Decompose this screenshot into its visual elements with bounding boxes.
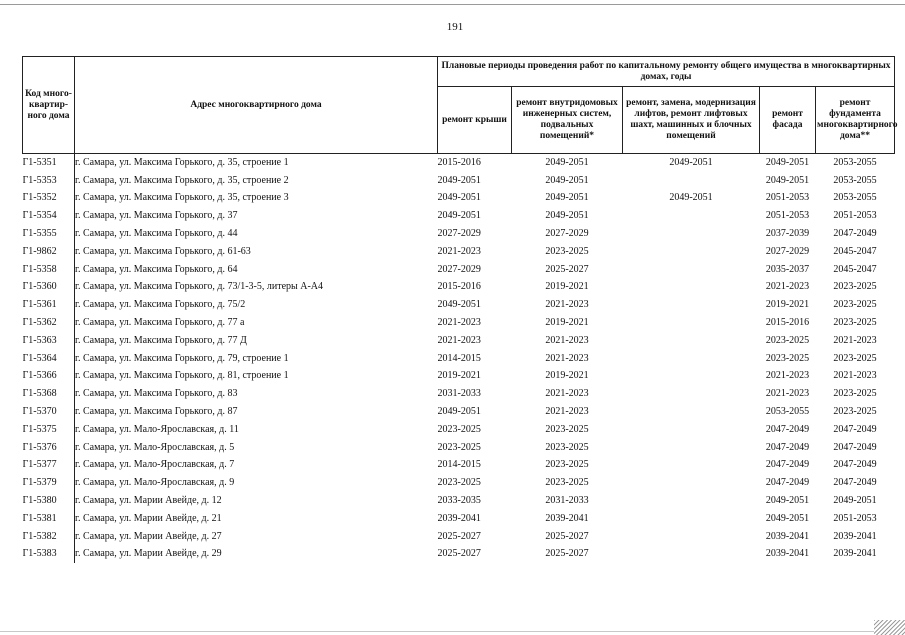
table-row	[23, 439, 895, 457]
cell-code: Г1-5355	[23, 225, 75, 243]
cell-foundation-period: 2053-2055	[833, 192, 877, 204]
table-row	[23, 528, 895, 546]
cell-elevators-period	[623, 207, 760, 225]
cell-roof-period: 2023-2025	[437, 441, 481, 453]
cell-roof-period: 2027-2029	[437, 228, 481, 240]
cell-facade-period: 2019-2021	[765, 299, 810, 311]
cell-address: г. Самара, ул. Максима Горького, д. 35, строение 2	[75, 174, 289, 186]
cell-engineering-period: 2023-2025	[545, 459, 589, 471]
header-planned-periods: Плановые периоды проведения работ по капитальному ремонту общего имущества в многоквартирных домах, годы	[438, 57, 895, 87]
cell-code: Г1-5366	[23, 368, 75, 386]
cell-engineering-period: 2023-2025	[545, 245, 589, 257]
cell-engineering-period: 2021-2023	[545, 334, 589, 346]
cell-foundation-period: 2039-2041	[833, 548, 877, 560]
cell-elevators-period	[623, 243, 760, 261]
cell-engineering-period: 2023-2025	[545, 423, 589, 435]
capital-repair-table	[22, 56, 898, 563]
cell-roof-period: 2021-2023	[437, 334, 481, 346]
cell-code: Г1-5363	[23, 332, 75, 350]
cell-foundation-period: 2047-2049	[833, 228, 877, 240]
cell-roof-period: 2023-2025	[437, 477, 481, 489]
cell-code: Г1-5353	[23, 172, 75, 190]
cell-foundation-period: 2049-2051	[833, 495, 877, 507]
cell-code: Г1-5379	[23, 474, 75, 492]
table-row	[23, 403, 895, 421]
cell-facade-period: 2049-2051	[765, 174, 810, 186]
cell-facade-period: 2047-2049	[765, 477, 810, 489]
cell-engineering-period: 2021-2023	[545, 352, 589, 364]
cell-foundation-period: 2053-2055	[833, 174, 877, 186]
cell-address: г. Самара, ул. Мало-Ярославская, д. 11	[75, 423, 239, 435]
cell-roof-period: 2015-2016	[438, 154, 512, 172]
cell-foundation-period: 2023-2025	[833, 388, 877, 400]
header-facade: ремонт фасада	[760, 87, 816, 154]
cell-address: г. Самара, ул. Максима Горького, д. 61-63	[75, 245, 251, 257]
cell-elevators-period	[623, 314, 760, 332]
cell-address: г. Самара, ул. Марии Авейде, д. 29	[75, 548, 222, 560]
cell-facade-period: 2021-2023	[765, 370, 810, 382]
cell-foundation-period: 2047-2049	[833, 477, 877, 489]
cell-elevators-period	[623, 296, 760, 314]
table-row	[23, 421, 895, 439]
cell-roof-period: 2049-2051	[437, 406, 481, 418]
table-body	[23, 154, 895, 564]
cell-code: Г1-5352	[23, 190, 75, 208]
table-row	[23, 207, 895, 225]
cell-facade-period: 2049-2051	[760, 154, 816, 172]
cell-elevators-period	[623, 474, 760, 492]
cell-foundation-period: 2023-2025	[833, 299, 877, 311]
cell-foundation-period: 2023-2025	[833, 352, 877, 364]
bottom-border-line	[0, 631, 905, 632]
cell-facade-period: 2039-2041	[765, 548, 810, 560]
cell-roof-period: 2021-2023	[437, 317, 481, 329]
cell-facade-period: 2015-2016	[765, 317, 810, 329]
cell-code: Г1-5360	[23, 279, 75, 297]
cell-facade-period: 2053-2055	[765, 406, 810, 418]
table-row	[23, 492, 895, 510]
cell-engineering-period: 2027-2029	[545, 228, 589, 240]
cell-code: Г1-5377	[23, 457, 75, 475]
cell-address: г. Самара, ул. Максима Горького, д. 35, строение 1	[75, 154, 438, 172]
cell-address: г. Самара, ул. Мало-Ярославская, д. 5	[75, 441, 235, 453]
cell-elevators-period	[623, 510, 760, 528]
cell-address: г. Самара, ул. Мало-Ярославская, д. 9	[75, 477, 235, 489]
cell-code: Г1-5364	[23, 350, 75, 368]
cell-elevators-period	[623, 350, 760, 368]
cell-roof-period: 2015-2016	[437, 281, 481, 293]
cell-elevators-period	[623, 457, 760, 475]
cell-address: г. Самара, ул. Мало-Ярославская, д. 7	[75, 459, 235, 471]
cell-elevators-period: 2049-2051	[623, 154, 760, 172]
cell-elevators-period	[623, 528, 760, 546]
cell-elevators-period: 2049-2051	[669, 192, 713, 204]
header-address: Адрес многоквартирного дома	[75, 57, 438, 154]
table-row	[23, 279, 895, 297]
cell-engineering-period: 2049-2051	[545, 210, 589, 222]
cell-engineering-period: 2019-2021	[545, 370, 589, 382]
cell-foundation-period: 2021-2023	[833, 334, 877, 346]
cell-engineering-period: 2049-2051	[545, 174, 589, 186]
cell-facade-period: 2021-2023	[765, 281, 810, 293]
page-number: 191	[446, 21, 464, 33]
cell-roof-period: 2019-2021	[437, 370, 481, 382]
cell-facade-period: 2047-2049	[765, 423, 810, 435]
cell-engineering-period: 2025-2027	[545, 548, 589, 560]
cell-engineering-period: 2025-2027	[545, 530, 589, 542]
cell-code: Г1-5375	[23, 421, 75, 439]
cell-roof-period: 2031-2033	[437, 388, 481, 400]
cell-elevators-period	[623, 439, 760, 457]
cell-engineering-period: 2023-2025	[545, 477, 589, 489]
cell-address: г. Самара, ул. Максима Горького, д. 81, строение 1	[75, 370, 289, 382]
cell-address: г. Самара, ул. Максима Горького, д. 35, строение 3	[75, 192, 289, 204]
table-row	[23, 225, 895, 243]
cell-elevators-period	[623, 332, 760, 350]
cell-facade-period: 2039-2041	[765, 530, 810, 542]
cell-foundation-period: 2045-2047	[833, 245, 877, 257]
cell-engineering-period: 2021-2023	[545, 406, 589, 418]
cell-elevators-period	[623, 546, 760, 564]
cell-code: Г1-5370	[23, 403, 75, 421]
cell-engineering-period: 2021-2023	[545, 299, 589, 311]
cell-foundation-period: 2051-2053	[833, 512, 877, 524]
cell-address: г. Самара, ул. Максима Горького, д. 37	[75, 210, 238, 222]
cell-address: г. Самара, ул. Максима Горького, д. 87	[75, 406, 238, 418]
cell-engineering-period: 2031-2033	[545, 495, 589, 507]
table-row	[23, 385, 895, 403]
cell-roof-period: 2023-2025	[437, 423, 481, 435]
cell-roof-period: 2049-2051	[437, 192, 481, 204]
cell-address: г. Самара, ул. Марии Авейде, д. 27	[75, 530, 222, 542]
cell-code: Г1-5362	[23, 314, 75, 332]
cell-facade-period: 2047-2049	[765, 459, 810, 471]
cell-address: г. Самара, ул. Максима Горького, д. 77 Д	[75, 334, 247, 346]
cell-foundation-period: 2051-2053	[833, 210, 877, 222]
header-roof: ремонт крыши	[438, 87, 512, 154]
cell-elevators-period	[623, 261, 760, 279]
cell-elevators-period	[623, 368, 760, 386]
cell-code: Г1-5351	[23, 154, 75, 172]
cell-code: Г1-5376	[23, 439, 75, 457]
cell-facade-period: 2023-2025	[765, 334, 810, 346]
cell-elevators-period	[623, 403, 760, 421]
cell-address: г. Самара, ул. Максима Горького, д. 64	[75, 263, 238, 275]
cell-elevators-period	[623, 225, 760, 243]
cell-engineering-period: 2021-2023	[545, 388, 589, 400]
table-row	[23, 172, 895, 190]
cell-code: Г1-5381	[23, 510, 75, 528]
cell-address: г. Самара, ул. Максима Горького, д. 75/2	[75, 299, 246, 311]
cell-foundation-period: 2023-2025	[833, 281, 877, 293]
cell-foundation-period: 2023-2025	[833, 406, 877, 418]
header-code: Код много-квартир-ного дома	[23, 57, 75, 154]
cell-roof-period: 2039-2041	[437, 512, 481, 524]
cell-elevators-period	[623, 421, 760, 439]
cell-code: Г1-5368	[23, 385, 75, 403]
cell-roof-period: 2025-2027	[437, 548, 481, 560]
cell-foundation-period: 2045-2047	[833, 263, 877, 275]
top-border-line	[0, 4, 905, 5]
cell-address: г. Самара, ул. Максима Горького, д. 79, строение 1	[75, 352, 289, 364]
cell-facade-period: 2037-2039	[765, 228, 810, 240]
table-row	[23, 314, 895, 332]
cell-elevators-period	[623, 492, 760, 510]
cell-facade-period: 2049-2051	[765, 495, 810, 507]
cell-foundation-period: 2039-2041	[833, 530, 877, 542]
cell-roof-period: 2014-2015	[437, 459, 481, 471]
cell-roof-period: 2049-2051	[437, 210, 481, 222]
cell-elevators-period	[623, 172, 760, 190]
table-row	[23, 457, 895, 475]
table-row	[23, 474, 895, 492]
cell-code: Г1-5361	[23, 296, 75, 314]
cell-code: Г1-5383	[23, 546, 75, 564]
cell-code: Г1-5382	[23, 528, 75, 546]
cell-engineering-period: 2019-2021	[545, 317, 589, 329]
cell-code: Г1-5354	[23, 207, 75, 225]
cell-engineering-period: 2025-2027	[545, 263, 589, 275]
header-elevators: ремонт, замена, модернизация лифтов, ремонт лифтовых шахт, машинных и блочных помещений	[623, 87, 760, 154]
table-row	[23, 546, 895, 564]
cell-foundation-period: 2023-2025	[833, 317, 877, 329]
cell-address: г. Самара, ул. Максима Горького, д. 77 а	[75, 317, 245, 329]
cell-facade-period: 2051-2053	[765, 192, 810, 204]
cell-facade-period: 2023-2025	[765, 352, 810, 364]
cell-roof-period: 2014-2015	[437, 352, 481, 364]
scan-corner-mark	[874, 620, 905, 635]
cell-roof-period: 2021-2023	[437, 245, 481, 257]
cell-elevators-period	[623, 385, 760, 403]
cell-code: Г1-5380	[23, 492, 75, 510]
cell-foundation-period: 2047-2049	[833, 441, 877, 453]
cell-address: г. Самара, ул. Максима Горького, д. 44	[75, 228, 238, 240]
cell-foundation-period: 2047-2049	[833, 423, 877, 435]
cell-facade-period: 2027-2029	[765, 245, 810, 257]
cell-engineering-period: 2049-2051	[512, 154, 623, 172]
cell-facade-period: 2035-2037	[765, 263, 810, 275]
header-foundation: ремонт фундамента многоквартирного дома**	[816, 87, 895, 154]
cell-code: Г1-9862	[23, 243, 75, 261]
table-row	[23, 243, 895, 261]
cell-facade-period: 2049-2051	[765, 512, 810, 524]
table-row	[23, 154, 895, 172]
cell-elevators-period	[623, 279, 760, 297]
cell-facade-period: 2051-2053	[765, 210, 810, 222]
cell-roof-period: 2027-2029	[437, 263, 481, 275]
cell-roof-period: 2025-2027	[437, 530, 481, 542]
table-row	[23, 332, 895, 350]
cell-facade-period: 2047-2049	[765, 441, 810, 453]
cell-engineering-period: 2039-2041	[545, 512, 589, 524]
header-engineering: ремонт внутридомовых инженерных систем, подвальных помещений*	[512, 87, 623, 154]
cell-engineering-period: 2023-2025	[545, 441, 589, 453]
cell-address: г. Самара, ул. Максима Горького, д. 73/1-3-5, литеры А-А4	[75, 281, 324, 293]
table-row	[23, 261, 895, 279]
cell-facade-period: 2021-2023	[765, 388, 810, 400]
cell-foundation-period: 2047-2049	[833, 459, 877, 471]
cell-engineering-period: 2049-2051	[545, 192, 589, 204]
cell-address: г. Самара, ул. Максима Горького, д. 83	[75, 388, 238, 400]
table-row	[23, 296, 895, 314]
table-row	[23, 510, 895, 528]
table-row	[23, 350, 895, 368]
cell-roof-period: 2033-2035	[437, 495, 481, 507]
cell-engineering-period: 2019-2021	[545, 281, 589, 293]
cell-foundation-period: 2021-2023	[833, 370, 877, 382]
table-row	[23, 368, 895, 386]
cell-address: г. Самара, ул. Марии Авейде, д. 12	[75, 495, 222, 507]
cell-roof-period: 2049-2051	[437, 299, 481, 311]
cell-address: г. Самара, ул. Марии Авейде, д. 21	[75, 512, 222, 524]
cell-foundation-period: 2053-2055	[816, 154, 895, 172]
table-row	[23, 190, 895, 208]
cell-roof-period: 2049-2051	[437, 174, 481, 186]
table-header	[23, 57, 898, 154]
cell-code: Г1-5358	[23, 261, 75, 279]
